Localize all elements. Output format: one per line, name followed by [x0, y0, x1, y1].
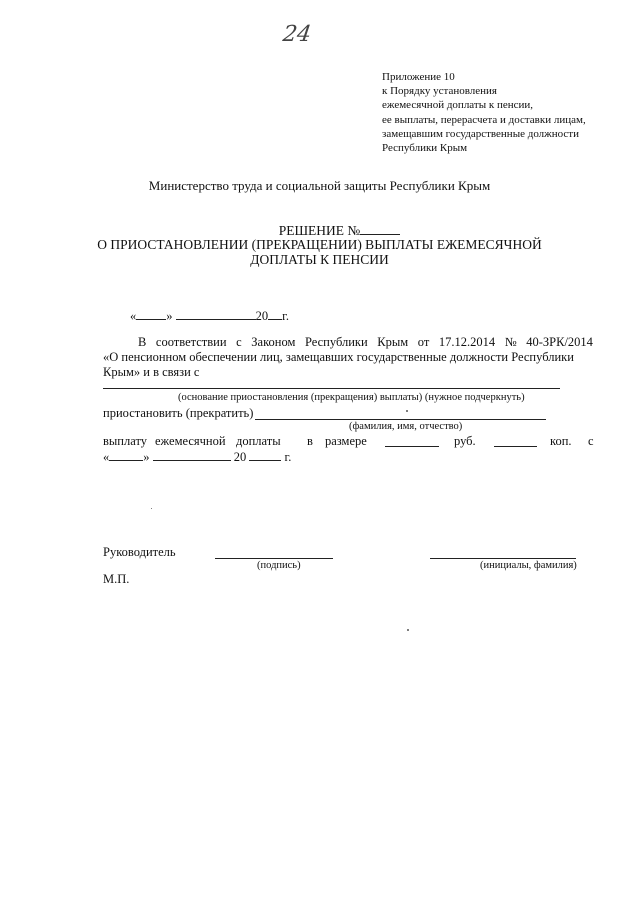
- date-month-field[interactable]: [176, 307, 256, 320]
- payment-word: выплату: [103, 434, 148, 448]
- date-year-prefix: 20: [255, 309, 269, 323]
- page-number: 24: [281, 22, 313, 47]
- amount-kop-field[interactable]: [494, 434, 537, 447]
- payment-word: в: [307, 434, 313, 448]
- appendix-line: Приложение 10: [382, 71, 455, 83]
- appendix-line: ежемесячной доплаты к пенсии,: [382, 99, 534, 112]
- stamp-label: М.П.: [103, 572, 130, 586]
- decision-number-field[interactable]: [360, 222, 400, 235]
- para-word: №: [504, 335, 517, 349]
- decision-label: РЕШЕНИЕ №: [278, 223, 361, 238]
- appendix-line: ее выплаты, перерасчета и доставки лицам,: [382, 113, 586, 126]
- date2-day-field[interactable]: [109, 448, 143, 461]
- title-line-2: ДОПЛАТЫ К ПЕНСИИ: [250, 252, 389, 267]
- date-line: [130, 307, 289, 324]
- from-label: с: [588, 434, 594, 448]
- suspend-label: приостановить (прекратить): [103, 406, 254, 420]
- scan-dot: [151, 508, 152, 509]
- paragraph-line-1: [138, 335, 593, 350]
- appendix-line: замещавшим государственные должности: [382, 127, 579, 140]
- para-word: В: [138, 335, 147, 349]
- date-year-suffix: г.: [282, 309, 289, 323]
- para-word: соответствии: [155, 335, 227, 349]
- amount-rub-field[interactable]: [385, 434, 439, 447]
- title-line-1: О ПРИОСТАНОВЛЕНИИ (ПРЕКРАЩЕНИИ) ВЫПЛАТЫ ЕЖЕМЕСЯЧНОЙ: [97, 237, 542, 252]
- kop-label: коп.: [550, 434, 572, 448]
- date2-month-field[interactable]: [153, 448, 231, 461]
- ministry-name: Министерство труда и социальной защиты Республики Крым: [148, 178, 491, 193]
- fio-field[interactable]: [255, 419, 546, 420]
- appendix-line: к Порядку установления: [382, 85, 497, 98]
- head-label: Руководитель: [103, 545, 176, 559]
- para-word: 40-ЗРК/2014: [526, 335, 593, 349]
- payment-word: размере: [325, 434, 367, 448]
- basis-field[interactable]: [103, 388, 560, 389]
- para-word: от: [417, 335, 430, 349]
- para-word: Законом: [251, 335, 296, 349]
- payment-word: доплаты: [236, 434, 281, 448]
- para-word: Республики: [304, 335, 368, 349]
- para-word: с: [236, 335, 242, 349]
- appendix-block: [382, 70, 586, 155]
- fio-caption: (фамилия, имя, отчество): [349, 421, 463, 432]
- date-line-2: [103, 448, 291, 465]
- para-word: Крым: [377, 335, 409, 349]
- date2-close-quote: »: [143, 450, 150, 464]
- para-word: 17.12.2014: [438, 335, 496, 349]
- date-close-quote: »: [166, 309, 173, 323]
- scan-dot: [407, 629, 409, 631]
- date-year-field[interactable]: [268, 307, 282, 320]
- rub-label: руб.: [454, 434, 476, 448]
- scan-dot: [406, 410, 408, 412]
- payment-line: [103, 434, 593, 449]
- date-open-quote: «: [130, 309, 137, 323]
- date2-year-suffix: г.: [284, 450, 292, 464]
- date2-year-field[interactable]: [249, 448, 281, 461]
- initials-field[interactable]: [430, 558, 576, 559]
- signature-caption: (подпись): [257, 560, 301, 571]
- date-day-field[interactable]: [136, 307, 166, 320]
- payment-word: ежемесячной: [155, 434, 226, 448]
- appendix-line: Республики Крым: [382, 142, 468, 155]
- date2-open-quote: «: [103, 450, 110, 464]
- paragraph-line-2: «О пенсионном обеспечении лиц, замещавших государственные должности Республики: [103, 350, 574, 364]
- signature-field[interactable]: [215, 558, 333, 559]
- date2-year-prefix: 20: [233, 450, 247, 464]
- initials-caption: (инициалы, фамилия): [480, 560, 577, 571]
- basis-caption: (основание приостановления (прекращения) выплаты) (нужное подчеркнуть): [178, 392, 525, 403]
- paragraph-line-3: Крым» и в связи с: [103, 365, 200, 379]
